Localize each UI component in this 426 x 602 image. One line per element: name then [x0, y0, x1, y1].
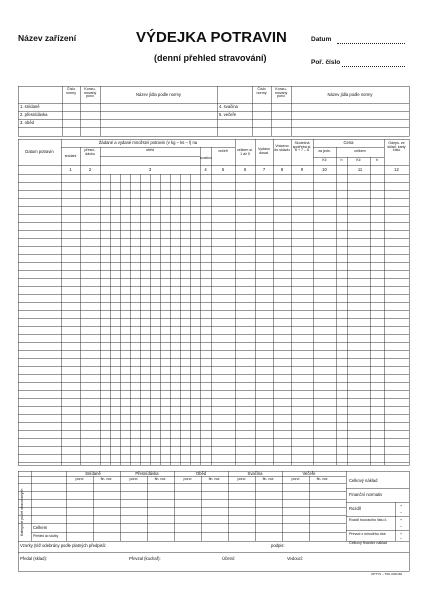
difference-sheet: Rozdíl bouracího listu č.: [349, 518, 388, 522]
col-number: 9: [300, 167, 304, 172]
col-total: celkem sl. 1 až 5: [237, 148, 253, 156]
col-date: Datum potravin: [25, 149, 54, 154]
sub-breakfast: snídani: [64, 154, 77, 158]
summary-meal: Oběd: [195, 471, 207, 476]
col-number: 5: [221, 167, 225, 172]
group-requested: Žádané a vydané množství potravin (v kg – ks – l) na: [98, 140, 198, 145]
accountant-label: Účetní:: [222, 556, 236, 561]
summary-total-label: Celkem: [33, 525, 48, 530]
sub-portions: porcí: [237, 477, 246, 481]
financial-norm: Finanční normativ: [349, 492, 383, 497]
sub-snack2: svačinu: [200, 156, 212, 160]
sub-fin: fin. nor.: [154, 477, 167, 481]
sub-dinner: večeři: [218, 149, 228, 153]
meal-snack: 2. přesnídávka: [20, 112, 48, 117]
signature-label: podpis:: [271, 543, 285, 548]
summary-meal: Svačina: [247, 471, 263, 476]
summary-meal: Snídaně: [85, 471, 101, 476]
col-account: Odeps. ze sklad. karty číslo: [387, 141, 406, 153]
samples-label: Vzorky (též odebrány podle platných předpisů:: [20, 543, 107, 548]
group-price: Cena: [343, 140, 354, 145]
sub-portions: porcí: [291, 477, 300, 481]
summary-meal: Večeře: [302, 471, 316, 476]
meal-afternoon-snack: 4. svačina: [219, 104, 238, 109]
summary-meal: Přesnídávka: [135, 471, 159, 476]
meal-dinner: 5. večeře: [219, 112, 237, 117]
sub-lunch: oběd: [146, 148, 154, 152]
meal-breakfast: 1. snídaně: [20, 104, 40, 109]
number-label: Poř. číslo: [311, 59, 341, 66]
sub-kc-1: Kč: [322, 158, 327, 162]
form-code: OPTYS – TSK-002/166: [371, 572, 403, 576]
plus-sign: +: [400, 504, 403, 508]
col-norm-no-left: Číslo normy: [66, 87, 76, 95]
col-number: 12: [394, 167, 399, 172]
col-portions-right: Konzu-movaný porcí: [274, 87, 288, 99]
total-financial-cost: Celkový finanční náklad: [349, 541, 387, 545]
minus-sign: –: [400, 536, 402, 540]
col-name-left: Název jídla podle normy: [136, 92, 181, 97]
sub-portions: porcí: [75, 477, 84, 481]
sub-fin: fin. nor.: [262, 477, 275, 481]
handed-label: Předal (sklad):: [20, 556, 47, 561]
sub-total-price: celkem: [354, 149, 366, 153]
col-portions-left: Konzu-movaný porcí: [83, 87, 97, 99]
sub-portions: porcí: [183, 477, 192, 481]
sub-h-1: h: [340, 158, 343, 162]
summary-vertical-label: Kategorie počet stravovaných: [20, 488, 24, 536]
col-number: 8: [280, 167, 284, 172]
sub-fin: fin. nor.: [208, 477, 221, 481]
sub-fin: fin. nor.: [100, 477, 113, 481]
col-name-right: Název jídla podle normy: [327, 92, 373, 97]
page-title: VÝDEJKA POTRAVIN: [136, 29, 287, 46]
cost-total: Celkový náklad: [349, 478, 378, 483]
sub-kc-2: Kč: [356, 158, 361, 162]
sub-h-2: h: [376, 158, 378, 162]
page-subtitle: (denní přehled stravování): [154, 53, 267, 63]
col-actual: Skutečná spotřeba sl. 6 + 7 – 8: [292, 141, 312, 153]
col-number: 11: [357, 167, 363, 172]
sub-fin: fin. nor.: [316, 477, 329, 481]
difference: Rozdíl: [349, 506, 361, 511]
summary-small-label: Přehled do složky: [33, 534, 59, 538]
received-label: Převzal (kuchař):: [129, 556, 161, 561]
col-number: 4: [204, 167, 207, 172]
sub-snack1: přesní-dávku: [84, 148, 96, 156]
carry-over: Převod z minulého dne: [349, 532, 386, 536]
col-number: 6: [243, 167, 247, 172]
col-returned: Vráceno do skladu: [274, 144, 290, 152]
date-label: Datum: [311, 36, 332, 43]
col-number: 10: [322, 167, 327, 172]
col-norm-no-right: Číslo normy: [256, 87, 267, 95]
col-issued: Vydáno dosat.: [257, 147, 271, 155]
facility-label: Název zařízení: [18, 33, 77, 43]
plus-sign: +: [400, 518, 403, 522]
minus-sign: –: [400, 524, 402, 528]
sub-portions: porcí: [129, 477, 138, 481]
plus-sign: +: [400, 532, 403, 536]
sub-unit-price: za jedn.: [318, 149, 331, 153]
col-number: 3: [148, 167, 152, 172]
col-number: 2: [88, 167, 92, 172]
col-number: 7: [262, 167, 266, 172]
col-number: 1: [69, 167, 72, 172]
minus-sign: –: [400, 510, 402, 514]
head-label: Vedoucí:: [287, 556, 304, 561]
meal-lunch: 3. oběd: [20, 120, 34, 125]
